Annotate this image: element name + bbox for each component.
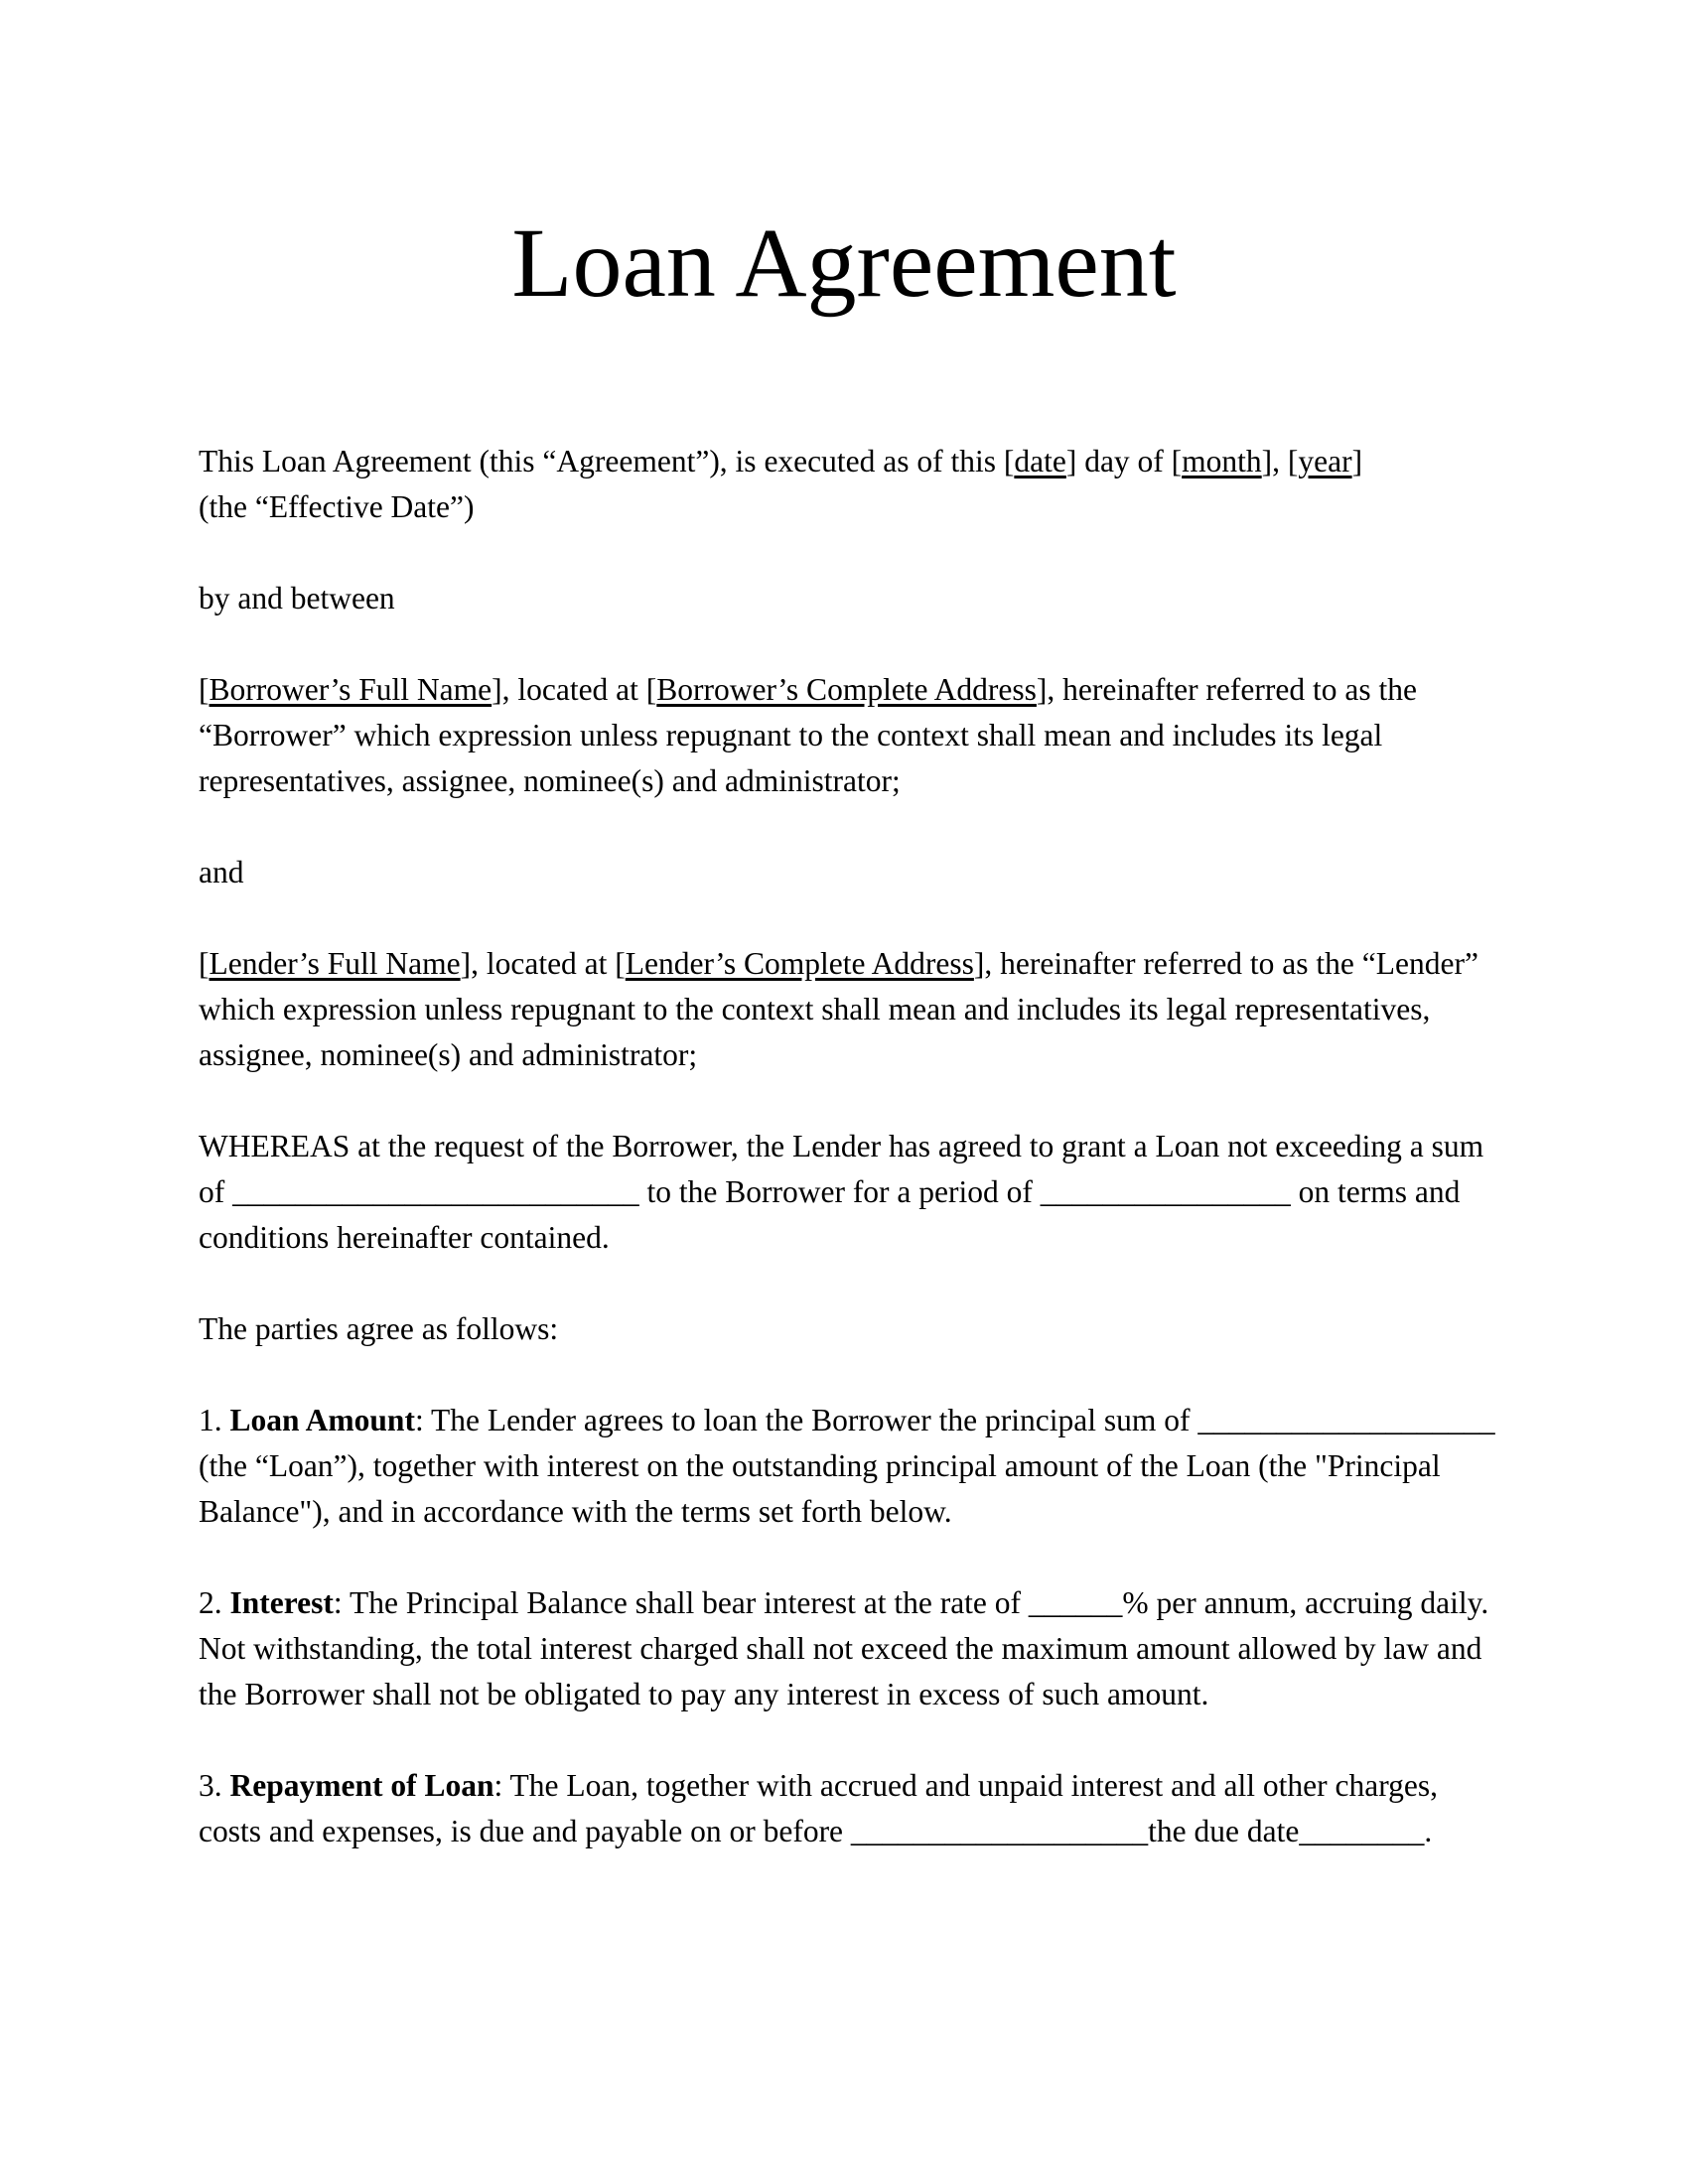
effective-date-text: (the “Effective Date”) <box>199 489 475 524</box>
clause-number: 3. <box>199 1768 222 1803</box>
document-title: Loan Agreement <box>511 207 1177 318</box>
loan-period-blank: ________________ <box>1040 1174 1291 1209</box>
parties-agree-paragraph: The parties agree as follows: <box>199 1311 559 1346</box>
whereas-paragraph <box>199 1124 1499 1261</box>
whereas-text-2: to the Borrower for a period of <box>646 1174 1033 1209</box>
date-placeholder: date <box>1014 444 1066 478</box>
clause-loan-amount <box>199 1398 1499 1535</box>
borrower-address-placeholder: Borrower’s Complete Address <box>656 672 1037 707</box>
loan-sum-blank: __________________________ <box>232 1174 639 1209</box>
clause-heading: Loan Amount <box>229 1403 415 1437</box>
and-paragraph: and <box>199 855 244 889</box>
lender-open-bracket: [ <box>199 946 210 981</box>
lender-text-1: ], located at [ <box>460 946 626 981</box>
borrower-text-1: ], located at [ <box>492 672 657 707</box>
due-date-blank: ________ <box>1299 1814 1425 1848</box>
borrower-name-placeholder: Borrower’s Full Name <box>209 672 492 707</box>
clause-text-2: (the “Loan”), together with interest on the outstanding principal amount of the Loan (the "Principal Balance"), and in accordance with the terms set forth below. <box>199 1448 1441 1529</box>
document-body <box>199 439 1499 1900</box>
repayment-date-blank: ___________________ <box>850 1814 1149 1848</box>
whereas-text-1: WHEREAS at the request of the Borrower, the Lender has agreed to grant a Loan not exceeding a sum of <box>199 1129 1484 1209</box>
clause-text-2: the due date <box>1148 1814 1300 1848</box>
clause-text-1: : The Loan, together with accrued and unpaid interest and all other charges, costs and expenses, is due and payable on or before <box>199 1768 1438 1848</box>
clause-text-1: : The Principal Balance shall bear interest at the rate of <box>333 1585 1022 1620</box>
borrower-open-bracket: [ <box>199 672 210 707</box>
clause-text-2: % per annum, accruing daily. Not withstanding, the total interest charged shall not exceed the maximum amount allowed by law and the Borrower shall not be obligated to pay any interest in excess of such amount. <box>199 1585 1489 1711</box>
whereas-text-3: on terms and conditions hereinafter contained. <box>199 1174 1461 1255</box>
clause-text-3: . <box>1424 1814 1433 1848</box>
clause-number: 2. <box>199 1585 222 1620</box>
lender-name-placeholder: Lender’s Full Name <box>209 946 461 981</box>
clause-heading: Interest <box>229 1585 334 1620</box>
month-placeholder: month <box>1182 444 1262 478</box>
intro-text-3: ], [ <box>1261 444 1299 478</box>
clause-text-1: : The Lender agrees to loan the Borrower the principal sum of <box>414 1403 1191 1437</box>
intro-text-1: This Loan Agreement (this “Agreement”), is executed as of this [ <box>199 444 1015 478</box>
borrower-text-2: ], hereinafter referred to as the “Borrower” which expression unless repugnant to the context shall mean and includes its legal representatives, assignee, nominee(s) and administrator; <box>199 672 1417 798</box>
year-placeholder: year <box>1298 444 1352 478</box>
clause-repayment <box>199 1763 1499 1854</box>
lender-text-2: ], hereinafter referred to as the “Lender” which expression unless repugnant to the context shall mean and includes its legal representatives, assignee, nominee(s) and administrator; <box>199 946 1478 1072</box>
clause-interest <box>199 1580 1499 1717</box>
clause-number: 1. <box>199 1403 222 1437</box>
lender-address-placeholder: Lender’s Complete Address <box>625 946 974 981</box>
by-and-between-paragraph: by and between <box>199 581 395 615</box>
principal-sum-blank: ___________________ <box>1197 1403 1495 1437</box>
borrower-paragraph <box>199 667 1499 804</box>
intro-paragraph <box>199 439 1499 530</box>
clause-heading: Repayment of Loan <box>229 1768 494 1803</box>
interest-rate-blank: ______ <box>1028 1585 1123 1620</box>
intro-text-2: ] day of [ <box>1065 444 1183 478</box>
intro-text-4: ] <box>1351 444 1363 478</box>
lender-paragraph <box>199 941 1499 1078</box>
